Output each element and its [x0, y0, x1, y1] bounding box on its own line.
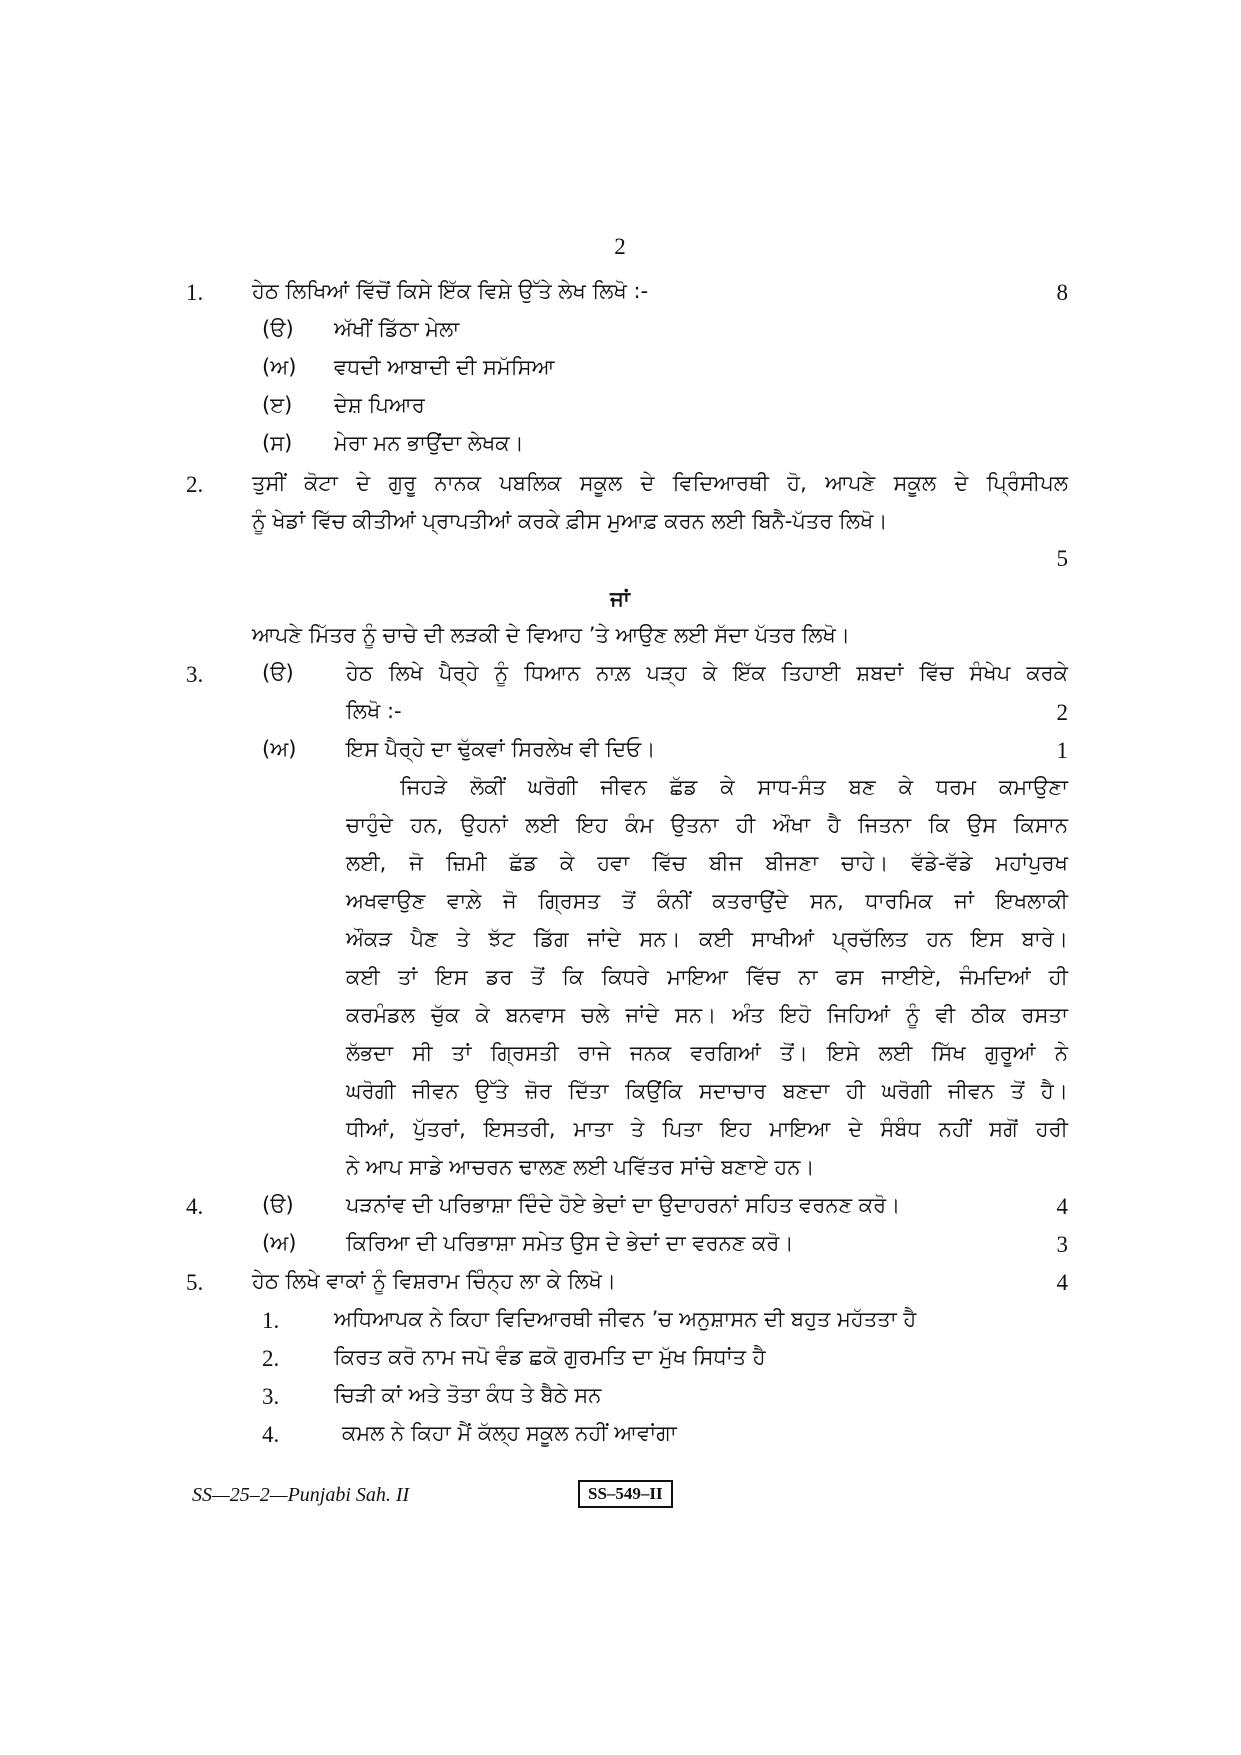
q5-item-label: 4.: [262, 1422, 280, 1447]
q4-b-marks: 3: [1056, 1232, 1068, 1257]
q5-item-label: 2.: [262, 1346, 280, 1371]
q5-item-text: ਕਮਲ ਨੇ ਕਿਹਾ ਮੈਂ ਕੱਲ੍ਹ ਸਕੂਲ ਨਹੀਂ ਆਵਾਂਗਾ: [342, 1421, 677, 1445]
q1-option-text: ਵਧਦੀ ਆਬਾਦੀ ਦੀ ਸਮੱਸਿਆ: [334, 355, 555, 379]
q1-option-label: (ੳ): [262, 317, 294, 341]
q2-marks: 5: [1056, 546, 1068, 571]
q1-option-label: (ਅ): [262, 355, 297, 379]
q5-text: ਹੇਠ ਲਿਖੇ ਵਾਕਾਂ ਨੂੰ ਵਿਸ਼ਰਾਮ ਚਿੰਨ੍ਹ ਲਾ ਕੇ ਲਿਖੋ।: [252, 1269, 617, 1293]
passage-line: ਚਾਹੁੰਦੇ ਹਨ, ਉਹਨਾਂ ਲਈ ਇਹ ਕੰਮ ਉਤਨਾ ਹੀ ਔਖਾ ਹੈ ਜਿਤਨਾ ਕਿ ਉਸ ਕਿਸਾਨ: [346, 813, 1068, 837]
passage-line: ਕਰਮੰਡਲ ਚੁੱਕ ਕੇ ਬਨਵਾਸ ਚਲੇ ਜਾਂਦੇ ਸਨ। ਅੰਤ ਇਹੋ ਜਿਹਿਆਂ ਨੂੰ ਵੀ ਠੀਕ ਰਸਤਾ: [346, 1003, 1068, 1027]
q2-alternative: ਆਪਣੇ ਮਿੱਤਰ ਨੂੰ ਚਾਚੇ ਦੀ ਲੜਕੀ ਦੇ ਵਿਆਹ ’ਤੇ ਆਉਣ ਲਈ ਸੱਦਾ ਪੱਤਰ ਲਿਖੋ।: [252, 623, 850, 647]
q3-b-label: (ਅ): [262, 737, 297, 761]
page-number: 2: [614, 234, 626, 259]
footer-code-box: SS–549–II: [578, 1480, 673, 1508]
passage-line: ਜਿਹੜੇ ਲੋਕੀਂ ਘਰੋਗੀ ਜੀਵਨ ਛੱਡ ਕੇ ਸਾਧ-ਸੰਤ ਬਣ ਕੇ ਧਰਮ ਕਮਾਉਣਾ: [400, 775, 1068, 799]
q3-b-marks: 1: [1056, 738, 1068, 763]
passage-line: ਔਕੜ ਪੈਣ ਤੇ ਝੱਟ ਡਿੱਗ ਜਾਂਦੇ ਸਨ। ਕਈ ਸਾਖੀਆਂ ਪ੍ਰਚੱਲਿਤ ਹਨ ਇਸ ਬਾਰੇ।: [346, 927, 1068, 951]
q2-number: 2.: [186, 472, 204, 497]
q4-a-text: ਪੜਨਾਂਵ ਦੀ ਪਰਿਭਾਸ਼ਾ ਦਿੰਦੇ ਹੋਏ ਭੇਦਾਂ ਦਾ ਉਦਾਹਰਨਾਂ ਸਹਿਤ ਵਰਨਣ ਕਰੋ।: [346, 1193, 901, 1217]
passage-line: ਅਖਵਾਉਣ ਵਾਲ਼ੇ ਜੋ ਗ੍ਰਿਸਤ ਤੋਂ ਕੰਨੀਂ ਕਤਰਾਉਂਦੇ ਸਨ, ਧਾਰਮਿਕ ਜਾਂ ਇਖਲਾਕੀ: [346, 889, 1068, 913]
q5-item-label: 1.: [262, 1308, 280, 1333]
q1-option-text: ਮੇਰਾ ਮਨ ਭਾਉਂਦਾ ਲੇਖਕ।: [334, 431, 524, 455]
q5-item-text: ਕਿਰਤ ਕਰੋ ਨਾਮ ਜਪੋ ਵੰਡ ਛਕੋ ਗੁਰਮਤਿ ਦਾ ਮੁੱਖ ਸਿਧਾਂਤ ਹੈ: [334, 1345, 766, 1369]
q3-a-text-line: ਹੇਠ ਲਿਖੇ ਪੈਰ੍ਹੇ ਨੂੰ ਧਿਆਨ ਨਾਲ਼ ਪੜ੍ਹ ਕੇ ਇੱਕ ਤਿਹਾਈ ਸ਼ਬਦਾਂ ਵਿੱਚ ਸੰਖੇਪ ਕਰਕੇ: [346, 661, 1068, 685]
q3-b-text: ਇਸ ਪੈਰ੍ਹੇ ਦਾ ਢੁੱਕਵਾਂ ਸਿਰਲੇਖ ਵੀ ਦਿਓ।: [346, 737, 656, 761]
q5-item-text: ਅਧਿਆਪਕ ਨੇ ਕਿਹਾ ਵਿਦਿਆਰਥੀ ਜੀਵਨ ’ਚ ਅਨੁਸ਼ਾਸਨ ਦੀ ਬਹੁਤ ਮਹੱਤਤਾ ਹੈ: [334, 1307, 917, 1331]
passage-line: ਲਈ, ਜੋ ਜ਼ਿਮੀ ਛੱਡ ਕੇ ਹਵਾ ਵਿੱਚ ਬੀਜ ਬੀਜਣਾ ਚਾਹੇ। ਵੱਡੇ-ਵੱਡੇ ਮਹਾਂਪੁਰਖ: [346, 851, 1068, 875]
passage-line: ਨੇ ਆਪ ਸਾਡੇ ਆਚਰਨ ਢਾਲਣ ਲਈ ਪਵਿੱਤਰ ਸਾਂਚੇ ਬਣਾਏ ਹਨ।: [346, 1155, 815, 1179]
q2-or: ਜਾਂ: [610, 587, 630, 611]
footer-paper-code: SS—25–2—Punjabi Sah. II: [192, 1484, 410, 1506]
passage-line: ਘਰੋਗੀ ਜੀਵਨ ਉੱਤੇ ਜ਼ੋਰ ਦਿੱਤਾ ਕਿਉਂਕਿ ਸਦਾਚਾਰ ਬਣਦਾ ਹੀ ਘਰੋਗੀ ਜੀਵਨ ਤੋਂ ਹੈ।: [346, 1079, 1068, 1103]
q4-a-marks: 4: [1056, 1194, 1068, 1219]
passage-line: ਧੀਆਂ, ਪੁੱਤਰਾਂ, ਇਸਤਰੀ, ਮਾਤਾ ਤੇ ਪਿਤਾ ਇਹ ਮਾਇਆ ਦੇ ਸੰਬੰਧ ਨਹੀਂ ਸਗੋਂ ਹਰੀ: [346, 1117, 1068, 1141]
q3-number: 3.: [186, 662, 204, 687]
q2-text-line: ਤੁਸੀਂ ਕੋਟਾ ਦੇ ਗੁਰੂ ਨਾਨਕ ਪਬਲਿਕ ਸਕੂਲ ਦੇ ਵਿਦਿਆਰਥੀ ਹੋ, ਆਪਣੇ ਸਕੂਲ ਦੇ ਪ੍ਰਿੰਸੀਪਲ: [252, 471, 1068, 495]
q5-item-label: 3.: [262, 1384, 280, 1409]
q1-option-label: (ੲ): [262, 393, 293, 417]
passage-line: ਲੱਭਦਾ ਸੀ ਤਾਂ ਗ੍ਰਿਸਤੀ ਰਾਜੇ ਜਨਕ ਵਰਗਿਆਂ ਤੋਂ। ਇਸੇ ਲਈ ਸਿੱਖ ਗੁਰੂਆਂ ਨੇ: [346, 1041, 1068, 1065]
q1-number: 1.: [186, 280, 204, 305]
q5-item-text: ਚਿੜੀ ਕਾਂ ਅਤੇ ਤੋਤਾ ਕੰਧ ਤੇ ਬੈਠੇ ਸਨ: [334, 1383, 602, 1407]
q4-a-label: (ੳ): [262, 1193, 294, 1217]
q1-option-text: ਦੇਸ਼ ਪਿਆਰ: [334, 393, 425, 417]
q5-marks: 4: [1056, 1270, 1068, 1295]
q4-number: 4.: [186, 1194, 204, 1219]
q1-text: ਹੇਠ ਲਿਖਿਆਂ ਵਿੱਚੋਂ ਕਿਸੇ ਇੱਕ ਵਿਸ਼ੇ ਉੱਤੇ ਲੇਖ ਲਿਖੋ :-: [252, 279, 649, 303]
q5-number: 5.: [186, 1270, 204, 1295]
q1-option-label: (ਸ): [262, 431, 293, 455]
q1-marks: 8: [1056, 280, 1068, 305]
q3-a-label: (ੳ): [262, 661, 294, 685]
q4-b-text: ਕਿਰਿਆ ਦੀ ਪਰਿਭਾਸ਼ਾ ਸਮੇਤ ਉਸ ਦੇ ਭੇਦਾਂ ਦਾ ਵਰਨਣ ਕਰੋ।: [346, 1231, 794, 1255]
q3-a-marks: 2: [1056, 700, 1068, 725]
passage-line: ਕਈ ਤਾਂ ਇਸ ਡਰ ਤੋਂ ਕਿ ਕਿਧਰੇ ਮਾਇਆ ਵਿੱਚ ਨਾ ਫਸ ਜਾਈਏ, ਜੰਮਦਿਆਂ ਹੀ: [346, 965, 1068, 989]
q4-b-label: (ਅ): [262, 1231, 297, 1255]
q3-a-text-line: ਲਿਖੋ :-: [346, 699, 402, 723]
q1-option-text: ਅੱਖੀਂ ਡਿੱਠਾ ਮੇਲਾ: [334, 317, 460, 341]
q2-text-line: ਨੂੰ ਖੇਡਾਂ ਵਿੱਚ ਕੀਤੀਆਂ ਪ੍ਰਾਪਤੀਆਂ ਕਰਕੇ ਫ਼ੀਸ ਮੁਆਫ਼ ਕਰਨ ਲਈ ਬਿਨੈ-ਪੱਤਰ ਲਿਖੋ।: [252, 509, 888, 533]
